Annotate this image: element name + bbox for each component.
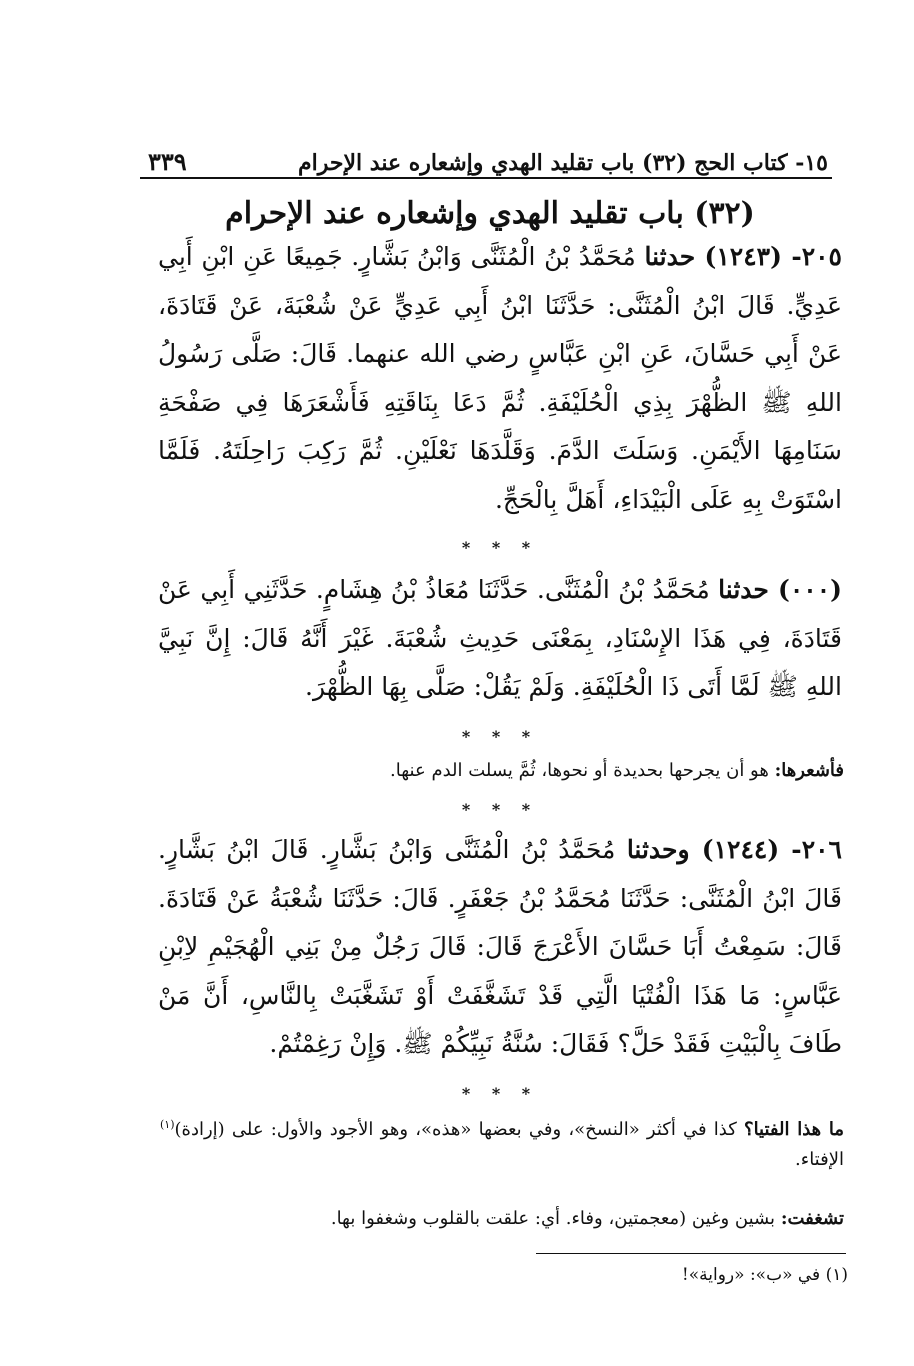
- note-futya-term: ما هذا الفتيا؟: [744, 1119, 845, 1140]
- hadith-205-text: مُحَمَّدُ بْنُ الْمُثَنَّى وَابْنُ بَشَّارٍ. جَمِيعًا عَنِ ابْنِ أَبِي عَدِيٍّ. قَالَ ابْنُ الْمُثَنَّى: حَدَّثَنَا ابْنُ أَبِي عَدِيٍّ عَنْ شُعْبَةَ، عَنْ قَتَادَةَ، عَنْ أَبِي حَسَّانَ، عَنِ ابْنِ عَبَّاسٍ رضي الله عنهما. قَالَ: صَلَّى رَسُولُ اللهِ ﷺ الظُّهْرَ بِذِي الْحُلَيْفَةِ. ثُمَّ دَعَا بِنَاقَتِهِ فَأَشْعَرَهَا فِي صَفْحَةِ سَنَامِهَا الأَيْمَنِ. وَسَلَتَ الدَّمَ. وَقَلَّدَهَا نَعْلَيْنِ. ثُمَّ رَكِبَ رَاحِلَتَهُ. فَلَمَّا اسْتَوَتْ بِهِ عَلَى الْبَيْدَاءِ، أَهَلَّ بِالْحَجِّ.: [158, 242, 842, 514]
- note-tashaghafat-text: بشين وغين (معجمتين، وفاء. أي: علقت بالقلوب وشغفوا بها.: [330, 1208, 776, 1229]
- hadith-000: [158, 566, 842, 712]
- note-tashaghafat: [160, 1204, 844, 1234]
- hadith-205: [158, 233, 842, 524]
- footnote: (١) في «ب»: «رواية»!: [681, 1265, 848, 1285]
- note-tashaghafat-term: تشغفت:: [780, 1208, 844, 1229]
- separator-stars: * * *: [461, 1084, 539, 1103]
- hadith-206-lead: ٢٠٦- (١٢٤٤) وحدثنا: [626, 835, 842, 864]
- chapter-title: (٣٢) باب تقليد الهدي وإشعاره عند الإحرام: [225, 196, 755, 231]
- note-futya-text: كذا في أكثر «النسخ»، وفي بعضها «هذه»، وهو الأجود والأول: على (إرادة): [174, 1119, 737, 1140]
- separator-stars: * * *: [461, 538, 539, 557]
- running-header-title: ١٥- كتاب الحج (٣٢) باب تقليد الهدي وإشعاره عند الإحرام: [298, 150, 828, 176]
- note-futya-text-end: الإفتاء.: [795, 1149, 844, 1170]
- hadith-000-text: مُحَمَّدُ بْنُ الْمُثَنَّى. حَدَّثَنَا مُعَاذُ بْنُ هِشَامٍ. حَدَّثَنِي أَبِي عَنْ قَتَادَةَ، فِي هَذَا الإِسْنَادِ، بِمَعْنَى حَدِيثِ شُعْبَةَ. غَيْرَ أَنَّهُ قَالَ: إِنَّ نَبِيَّ اللهِ ﷺ لَمَّا أَتَى ذَا الْحُلَيْفَةِ. وَلَمْ يَقُلْ: صَلَّى بِهَا الظُّهْرَ.: [158, 575, 842, 701]
- hadith-206-text: مُحَمَّدُ بْنُ الْمُثَنَّى وَابْنُ بَشَّارٍ. قَالَ ابْنُ بَشَّارٍ. قَالَ ابْنُ الْمُثَنَّى: حَدَّثَنَا مُحَمَّدُ بْنُ جَعْفَرٍ. قَالَ: حَدَّثَنَا شُعْبَةُ عَنْ قَتَادَةَ. قَالَ: سَمِعْتُ أَبَا حَسَّانَ الأَعْرَجَ قَالَ: قَالَ رَجُلٌ مِنْ بَنِي الْهُجَيْمِ لاِبْنِ عَبَّاسٍ: مَا هَذَا الْفُتْيَا الَّتِي قَدْ تَشَغَّفَتْ أَوْ تَشَغَّبَتْ بِالنَّاسِ، أَنَّ مَنْ طَافَ بِالْبَيْتِ فَقَدْ حَلَّ؟ فَقَالَ: سُنَّةُ نَبِيِّكُمْ ﷺ. وَإِنْ رَغِمْتُمْ.: [158, 835, 842, 1058]
- separator-stars: * * *: [461, 800, 539, 819]
- note-ishar: [160, 756, 844, 786]
- note-ishar-term: فأشعرها:: [774, 760, 844, 781]
- running-header: [148, 140, 828, 176]
- footnote-rule: [536, 1253, 846, 1254]
- hadith-206: [158, 826, 842, 1069]
- note-futya: [160, 1110, 844, 1175]
- page-number: ٣٣٩: [148, 147, 187, 176]
- separator-stars: * * *: [461, 727, 539, 746]
- hadith-205-lead: ٢٠٥- (١٢٤٣) حدثنا: [644, 242, 842, 271]
- note-ishar-text: هو أن يجرحها بحديدة أو نحوها، ثُمَّ يسلت الدم عنها.: [390, 760, 769, 781]
- footnote-ref: (١): [160, 1118, 175, 1131]
- hadith-000-lead: (٠٠٠) حدثنا: [718, 575, 842, 604]
- header-rule: [140, 177, 832, 179]
